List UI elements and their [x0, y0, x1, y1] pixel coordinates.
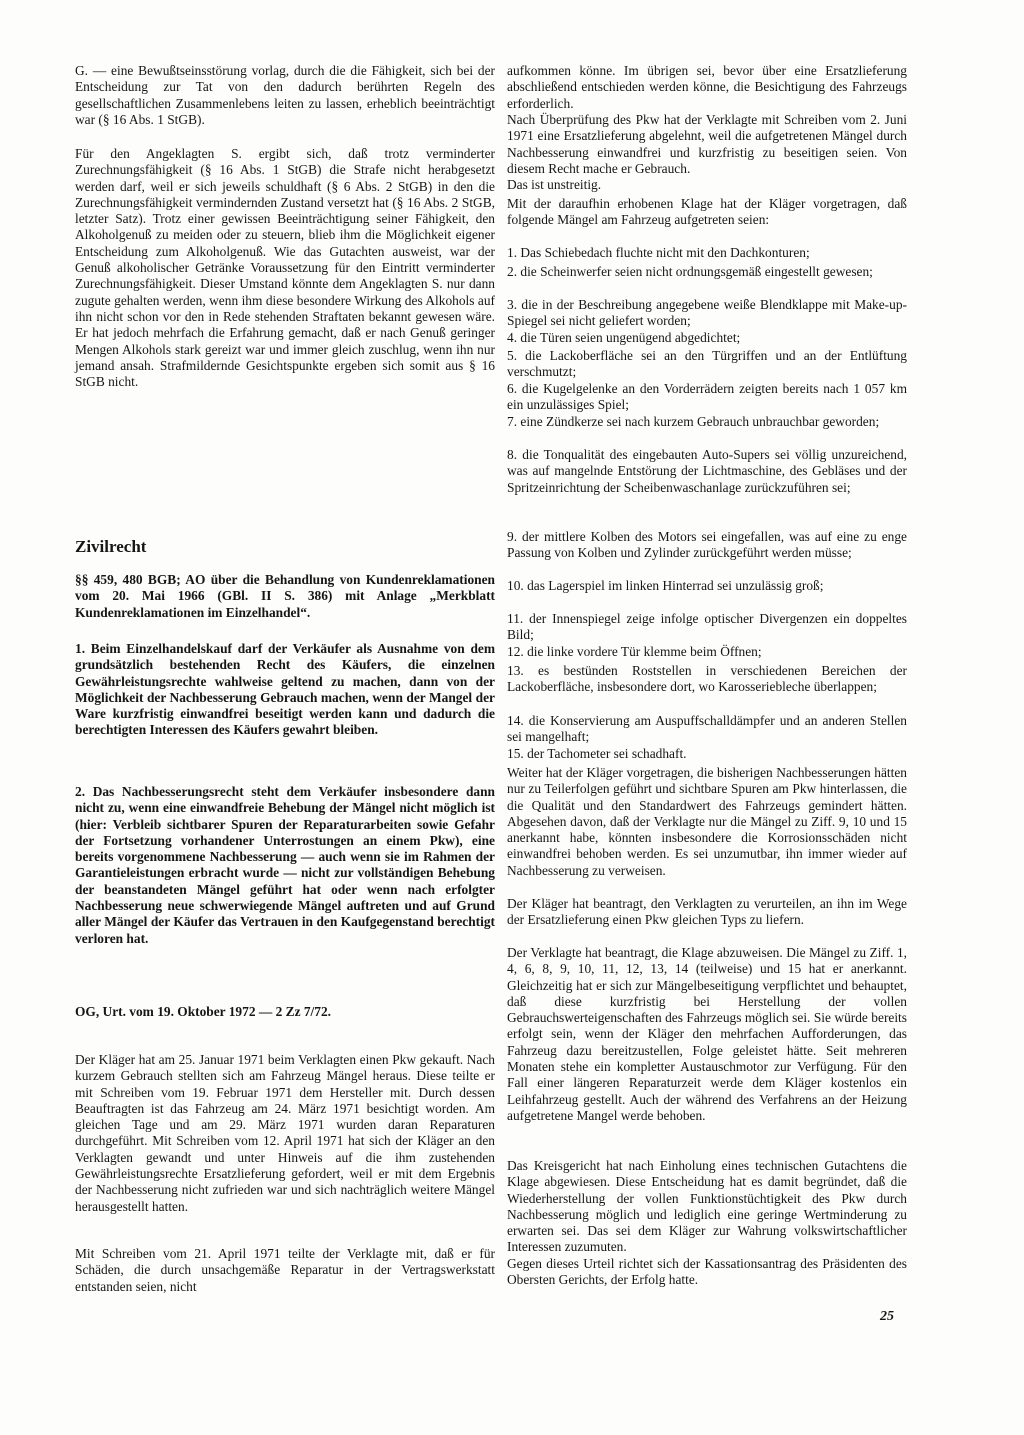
paragraph-klage: Mit der daraufhin erhobenen Klage hat der Kläger vorgetragen, daß folgende Mängel am Fahrzeug aufgetreten seien: — [507, 196, 907, 228]
paragraph-kassationsantrag: Gegen dieses Urteil richtet sich der Kassationsantrag des Präsidenten des Obersten Gerichts, der Erfolg hatte. — [507, 1256, 907, 1288]
page-number: 25 — [880, 1309, 894, 1324]
paragraph-klaeger-antrag: Der Kläger hat beantragt, den Verklagten zu verurteilen, an ihn im Wege der Ersatzlieferung einen Pkw gleichen Typs zu liefern. — [507, 896, 907, 928]
court-citation: OG, Urt. vom 19. Oktober 1972 — 2 Zz 7/72. — [75, 1004, 332, 1019]
paragraph-ueberpruefung: Nach Überprüfung des Pkw hat der Verklagte mit Schreiben vom 2. Juni 1971 eine Ersatzlieferung abgelehnt, weil die aufgetretenen Mängel durch Nachbesserung einwandfrei und kurzfristig zu beseitigen seien. Von diesem Recht mache er Gebrauch. — [507, 112, 907, 176]
paragraph-kreisgericht: Das Kreisgericht hat nach Einholung eines technischen Gutachtens die Klage abgewiesen. Diese Entscheidung hat es damit begründet, daß die Wiederherstellung der vollen Funktionstüchtigkeit des Pkw durch Nachbesserung möglich und lediglich eine geringe Wertminderung zu erwarten sei. Das sei dem Kläger zur Wahrung volkswirtschaftlicher Interessen zuzumuten. — [507, 1158, 907, 1255]
defect-item: 9. der mittlere Kolben des Motors sei eingefallen, was auf eine zu enge Passung von Kolben und Zylinder zurückgeführt werden müsse; — [507, 529, 907, 561]
headnote-2: 2. Das Nachbesserungsrecht steht dem Verkäufer insbesondere dann nicht zu, wenn eine einwandfreie Behebung der Mängel nicht möglich ist (hier: Verbleib sichtbarer Spuren der Reparaturarbeiten sowie Gefahr der Fortsetzung vorhandener Unterrostungen an einem Pkw), eine bereits vorgenommene Nachbesserung — auch wenn sie im Rahmen der Garantieleistungen erbracht wurde — nicht zur vollständigen Behebung der beanstandeten Mängel geführt hat oder wenn nach erfolgter Nachbesserung neue schwerwiegende Mängel auftreten und auf Grund aller Mängel der Käufer das Vertrauen in den Kaufgegenstand berechtigt verloren hat. — [75, 784, 495, 946]
defect-item: 15. der Tachometer sei schadhaft. — [507, 746, 687, 761]
defect-item: 7. eine Zündkerze sei nach kurzem Gebrauch unbrauchbar geworden; — [507, 414, 880, 429]
defect-item: 2. die Scheinwerfer seien nicht ordnungsgemäß eingestellt gewesen; — [507, 264, 873, 279]
defect-item: 8. die Tonqualität des eingebauten Auto-Supers sei völlig unzureichend, was auf mangelnde Entstörung der Lichtmaschine, des Gebläses und der Spritzeinrichtung der Scheibenwaschanlage zurückzuführen sei; — [507, 447, 907, 495]
defect-item: 10. das Lagerspiel im linken Hinterrad sei unzulässig groß; — [507, 578, 824, 593]
defect-item: 5. die Lackoberfläche sei an den Türgriffen und an der Entlüftung verschmutzt; — [507, 348, 907, 380]
defect-item: 1. Das Schiebedach fluchte nicht mit den Dachkonturen; — [507, 245, 810, 260]
paragraph-continuation-right: aufkommen könne. Im übrigen sei, bevor über eine Ersatzlieferung abschließend entschieden werden könne, die Besichtigung des Fahrzeugs erforderlich. — [507, 63, 907, 111]
legal-reference-heading: §§ 459, 480 BGB; AO über die Behandlung von Kundenreklamationen vom 20. Mai 1966 (GBl. II S. 386) mit Anlage „Merkblatt Kundenreklamationen im Einzelhandel“. — [75, 572, 495, 620]
defect-item: 6. die Kugelgelenke an den Vorderrädern zeigten bereits nach 1 057 km ein unzulässiges Spiel; — [507, 381, 907, 413]
paragraph-unstreitig: Das ist unstreitig. — [507, 177, 602, 192]
defect-item: 12. die linke vordere Tür klemme beim Öffnen; — [507, 644, 762, 659]
headnote-1: 1. Beim Einzelhandelskauf darf der Verkäufer als Ausnahme von dem grundsätzlich bestehenden Recht des Käufers, die einzelnen Gewährleistungsrechte wahlweise geltend zu machen, dann von der Möglichkeit der Nachbesserung Gebrauch machen, wenn der Mangel der Ware kurzfristig einwandfrei beseitigt werden kann und dadurch die berechtigten Interessen des Käufers gewahrt bleiben. — [75, 641, 495, 738]
defect-item: 3. die in der Beschreibung angegebene weiße Blendklappe mit Make-up-Spiegel sei nicht geliefert worden; — [507, 297, 907, 329]
paragraph-letter-april: Mit Schreiben vom 21. April 1971 teilte der Verklagte mit, daß er für Schäden, die durch unsachgemäße Reparatur in der Vertragswerkstatt entstanden seien, nicht — [75, 1246, 495, 1294]
defect-item: 11. der Innenspiegel zeige infolge optischer Divergenzen ein doppeltes Bild; — [507, 611, 907, 643]
paragraph-continuation: G. — eine Bewußtseinsstörung vorlag, durch die die Fähigkeit, sich bei der Entscheidung zur Tat von den dadurch berührten Regeln des gesellschaftlichen Zusammenlebens leiten zu lassen, erheblich beeinträchtigt war (§ 16 Abs. 1 StGB). — [75, 63, 495, 127]
paragraph-facts: Der Kläger hat am 25. Januar 1971 beim Verklagten einen Pkw gekauft. Nach kurzem Gebrauch stellten sich am Fahrzeug Mängel heraus. Diese teilte er mit Schreiben vom 19. Februar 1971 dem Hersteller mit. Durch dessen Beauftragten ist das Fahrzeug am 24. März 1971 besichtigt worden. Am gleichen Tage und am 29. März 1971 wurden daran Reparaturen durchgeführt. Mit Schreiben vom 12. April 1971 hat sich der Kläger an den Verklagten gewandt und unter Hinweis auf die ihm zustehenden Gewährleistungsrechte Ersatzlieferung gefordert, weil er mit dem Ergebnis der Nachbesserung nicht zufrieden war und sich nachträglich weitere Mängel herausgestellt hatten. — [75, 1052, 495, 1214]
defect-item: 13. es bestünden Roststellen in verschiedenen Bereichen der Lackoberfläche, insbesondere dort, wo Karosseriebleche überlappen; — [507, 663, 907, 695]
defect-item: 4. die Türen seien ungenügend abgedichtet; — [507, 330, 741, 345]
defect-item: 14. die Konservierung am Auspuffschalldämpfer und an anderen Stellen sei mangelhaft; — [507, 713, 907, 745]
section-title: Zivilrecht — [75, 537, 147, 556]
paragraph-angeklagter-s: Für den Angeklagten S. ergibt sich, daß trotz verminderter Zurechnungsfähigkeit (§ 16 Abs. 1 StGB) die Strafe nicht herabgesetzt werden darf, weil er sich jeweils schuldhaft (§ 6 Abs. 2 StGB) in den die Zurechnungsfähigkeit vermindernden Zustand versetzt hat (§ 16 Abs. 2 StGB, letzter Satz). Trotz einer gewissen Beeinträchtigung seiner Fähigkeit, den Alkoholgenuß zu meiden oder zu steuern, blieb ihm die Möglichkeit eigener Entscheidung zum Alkoholgenuß. Wie das Gutachten ausweist, war der Genuß alkoholischer Getränke Voraussetzung für den Eintritt verminderter Zurechnungsfähigkeit. Dieser Umstand könnte dem Angeklagten S. nur dann zugute gehalten werden, wenn ihm diese besondere Wirkung des Alkohols auf ihn nicht schon vor den in Rede stehenden Straftaten bekannt gewesen wäre. Er hat jedoch mehrfach die Erfahrung gemacht, daß er nach Genuß geringer Mengen Alkohols stark gereizt war und immer gleich zuschlug, wenn ihn nur jemand ansah. Strafmildernde Gesichtspunkte ergeben sich somit aus § 16 StGB nicht. — [75, 146, 495, 390]
paragraph-verklagte-antrag: Der Verklagte hat beantragt, die Klage abzuweisen. Die Mängel zu Ziff. 1, 4, 6, 8, 9, 10, 11, 12, 13, 14 (teilweise) und 15 hat er anerkannt. Gleichzeitig hat er sich zur Mängelbeseitigung verpflichtet und behauptet, daß diese kurzfristig bei Herstellung der vollen Gebrauchswerteigenschaften des Fahrzeugs möglich sei. Sie würde bereits erfolgt sein, wenn der Kläger den mehrfachen Aufforderungen, das Fahrzeug dazu bereitzustellen, Folge geleistet hätte. Seit mehreren Monaten stehe ein kompletter Austauschmotor zur Verfügung. Für den Fall einer längeren Reparaturzeit werde dem Kläger kostenlos ein Leihfahrzeug gestellt. Auch der während des Verfahrens an der Heizung aufgetretene Mangel werde behoben. — [507, 945, 907, 1123]
paragraph-nachbesserungen: Weiter hat der Kläger vorgetragen, die bisherigen Nachbesserungen hätten nur zu Teilerfolgen geführt und sichtbare Spuren am Pkw hinterlassen, die die Qualität und den Standardwert des Fahrzeugs gemindert hätten. Abgesehen davon, daß der Verklagte nur die Mängel zu Ziff. 9, 10 und 15 anerkannt habe, könnten insbesondere die Korrosionsschäden nicht einwandfrei behoben werden. Es sei unzumutbar, ihn immer wieder auf Nachbesserung zu verweisen. — [507, 765, 907, 878]
